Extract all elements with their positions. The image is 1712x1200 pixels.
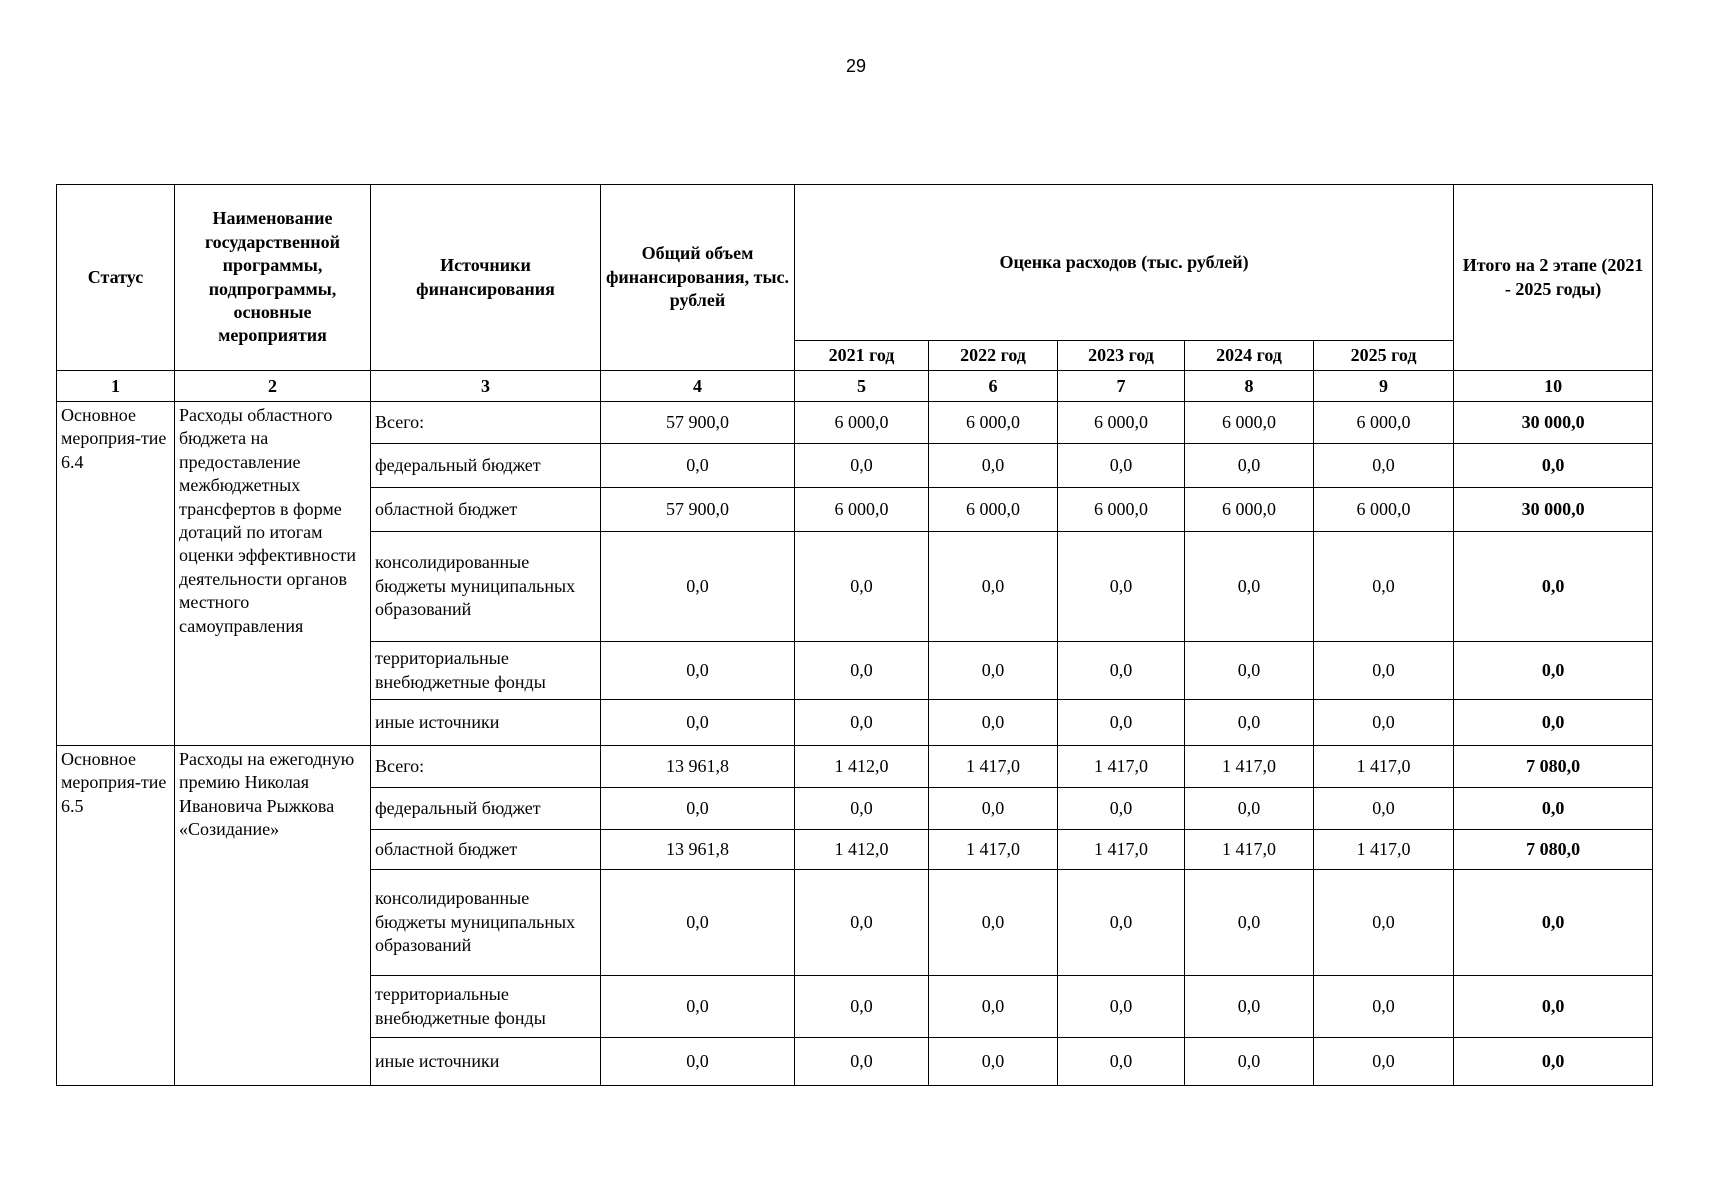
column-number: 3 (371, 371, 601, 402)
year-value-cell: 0,0 (1058, 532, 1185, 642)
year-value-cell: 1 412,0 (795, 830, 929, 870)
year-value-cell: 0,0 (1314, 642, 1454, 700)
year-value-cell: 6 000,0 (929, 488, 1058, 532)
funding-source: иные источники (371, 700, 601, 746)
column-number: 5 (795, 371, 929, 402)
year-value-cell: 0,0 (1185, 532, 1314, 642)
stage-total-cell: 7 080,0 (1454, 746, 1653, 788)
total-volume-cell: 0,0 (601, 532, 795, 642)
year-value-cell: 0,0 (1058, 870, 1185, 976)
column-number: 8 (1185, 371, 1314, 402)
year-value-cell: 0,0 (1058, 788, 1185, 830)
year-value-cell: 0,0 (929, 444, 1058, 488)
page-number: 29 (845, 56, 867, 76)
header-stage-total: Итого на 2 этапе (2021 - 2025 годы) (1454, 185, 1653, 371)
header-year: 2021 год (795, 341, 929, 371)
column-number: 10 (1454, 371, 1653, 402)
year-value-cell: 0,0 (1314, 700, 1454, 746)
stage-total-cell: 0,0 (1454, 532, 1653, 642)
column-number: 7 (1058, 371, 1185, 402)
year-value-cell: 0,0 (1185, 788, 1314, 830)
group-name: Расходы областного бюджета на предоставление межбюджетных трансфертов в форме дотаций по итогам оценки эффективности деятельности органов местного самоуправления (175, 402, 371, 746)
year-value-cell: 6 000,0 (1185, 402, 1314, 444)
header-status: Статус (57, 185, 175, 371)
header-year: 2023 год (1058, 341, 1185, 371)
year-value-cell: 6 000,0 (1058, 488, 1185, 532)
year-value-cell: 6 000,0 (1185, 488, 1314, 532)
year-value-cell: 0,0 (929, 532, 1058, 642)
header-total-volume: Общий объем финансирования, тыс. рублей (601, 185, 795, 371)
year-value-cell: 1 417,0 (1185, 830, 1314, 870)
table-row (57, 746, 1653, 788)
stage-total-cell: 0,0 (1454, 642, 1653, 700)
year-value-cell: 0,0 (795, 700, 929, 746)
year-value-cell: 6 000,0 (1058, 402, 1185, 444)
group-name: Расходы на ежегодную премию Николая Ивановича Рыжкова «Созидание» (175, 746, 371, 1086)
stage-total-cell: 0,0 (1454, 700, 1653, 746)
stage-total-cell: 0,0 (1454, 976, 1653, 1038)
year-value-cell: 0,0 (1314, 444, 1454, 488)
total-volume-cell: 0,0 (601, 444, 795, 488)
year-value-cell: 0,0 (929, 788, 1058, 830)
year-value-cell: 0,0 (1185, 976, 1314, 1038)
stage-total-cell: 30 000,0 (1454, 402, 1653, 444)
total-volume-cell: 57 900,0 (601, 488, 795, 532)
year-value-cell: 6 000,0 (929, 402, 1058, 444)
funding-source: территориальные внебюджетные фонды (371, 642, 601, 700)
year-value-cell: 0,0 (1058, 976, 1185, 1038)
table-body (57, 402, 1653, 1086)
year-value-cell: 6 000,0 (795, 488, 929, 532)
column-number: 4 (601, 371, 795, 402)
total-volume-cell: 0,0 (601, 642, 795, 700)
year-value-cell: 0,0 (795, 976, 929, 1038)
year-value-cell: 0,0 (929, 700, 1058, 746)
year-value-cell: 6 000,0 (1314, 402, 1454, 444)
year-value-cell: 0,0 (1314, 870, 1454, 976)
header-year: 2025 год (1314, 341, 1454, 371)
year-value-cell: 0,0 (1314, 976, 1454, 1038)
year-value-cell: 1 412,0 (795, 746, 929, 788)
year-value-cell: 1 417,0 (1314, 746, 1454, 788)
header-year: 2022 год (929, 341, 1058, 371)
funding-source: областной бюджет (371, 488, 601, 532)
year-value-cell: 0,0 (1058, 444, 1185, 488)
year-value-cell: 6 000,0 (1314, 488, 1454, 532)
total-volume-cell: 57 900,0 (601, 402, 795, 444)
year-value-cell: 1 417,0 (1058, 746, 1185, 788)
year-value-cell: 0,0 (1058, 642, 1185, 700)
year-value-cell: 0,0 (1314, 532, 1454, 642)
year-value-cell: 0,0 (1314, 788, 1454, 830)
year-value-cell: 0,0 (795, 1038, 929, 1086)
funding-source: федеральный бюджет (371, 444, 601, 488)
stage-total-cell: 0,0 (1454, 788, 1653, 830)
year-value-cell: 1 417,0 (929, 830, 1058, 870)
funding-source: Всего: (371, 402, 601, 444)
total-volume-cell: 0,0 (601, 870, 795, 976)
header-name: Наименование государственной программы, подпрограммы, основные мероприятия (175, 185, 371, 371)
stage-total-cell: 0,0 (1454, 870, 1653, 976)
year-value-cell: 0,0 (1058, 1038, 1185, 1086)
total-volume-cell: 0,0 (601, 976, 795, 1038)
funding-source: Всего: (371, 746, 601, 788)
group-status: Основное мероприя-тие 6.5 (57, 746, 175, 1086)
year-value-cell: 0,0 (929, 870, 1058, 976)
column-number: 1 (57, 371, 175, 402)
funding-source: территориальные внебюджетные фонды (371, 976, 601, 1038)
year-value-cell: 0,0 (1185, 870, 1314, 976)
stage-total-cell: 30 000,0 (1454, 488, 1653, 532)
column-number: 2 (175, 371, 371, 402)
year-value-cell: 0,0 (929, 642, 1058, 700)
stage-total-cell: 0,0 (1454, 1038, 1653, 1086)
year-value-cell: 0,0 (795, 870, 929, 976)
stage-total-cell: 0,0 (1454, 444, 1653, 488)
year-value-cell: 0,0 (795, 444, 929, 488)
year-value-cell: 0,0 (1185, 642, 1314, 700)
column-number: 6 (929, 371, 1058, 402)
stage-total-cell: 7 080,0 (1454, 830, 1653, 870)
year-value-cell: 1 417,0 (929, 746, 1058, 788)
total-volume-cell: 0,0 (601, 788, 795, 830)
year-value-cell: 0,0 (1185, 700, 1314, 746)
funding-source: иные источники (371, 1038, 601, 1086)
year-value-cell: 0,0 (795, 642, 929, 700)
year-value-cell: 0,0 (1185, 444, 1314, 488)
funding-source: консолидированные бюджеты муниципальных образований (371, 870, 601, 976)
funding-source: консолидированные бюджеты муниципальных образований (371, 532, 601, 642)
year-value-cell: 0,0 (1058, 700, 1185, 746)
total-volume-cell: 13 961,8 (601, 830, 795, 870)
column-number: 9 (1314, 371, 1454, 402)
funding-source: федеральный бюджет (371, 788, 601, 830)
budget-table-container (56, 184, 1652, 1086)
year-value-cell: 0,0 (795, 788, 929, 830)
year-value-cell: 1 417,0 (1058, 830, 1185, 870)
year-value-cell: 0,0 (929, 1038, 1058, 1086)
year-value-cell: 1 417,0 (1185, 746, 1314, 788)
table-row (57, 402, 1653, 444)
total-volume-cell: 0,0 (601, 700, 795, 746)
total-volume-cell: 0,0 (601, 1038, 795, 1086)
year-value-cell: 0,0 (1314, 1038, 1454, 1086)
year-value-cell: 1 417,0 (1314, 830, 1454, 870)
year-value-cell: 0,0 (929, 976, 1058, 1038)
year-value-cell: 0,0 (1185, 1038, 1314, 1086)
header-estimate: Оценка расходов (тыс. рублей) (795, 185, 1454, 341)
header-year: 2024 год (1185, 341, 1314, 371)
total-volume-cell: 13 961,8 (601, 746, 795, 788)
year-value-cell: 6 000,0 (795, 402, 929, 444)
header-sources: Источники финансирования (371, 185, 601, 371)
year-value-cell: 0,0 (795, 532, 929, 642)
funding-source: областной бюджет (371, 830, 601, 870)
group-status: Основное мероприя-тие 6.4 (57, 402, 175, 746)
budget-table (56, 184, 1653, 1086)
